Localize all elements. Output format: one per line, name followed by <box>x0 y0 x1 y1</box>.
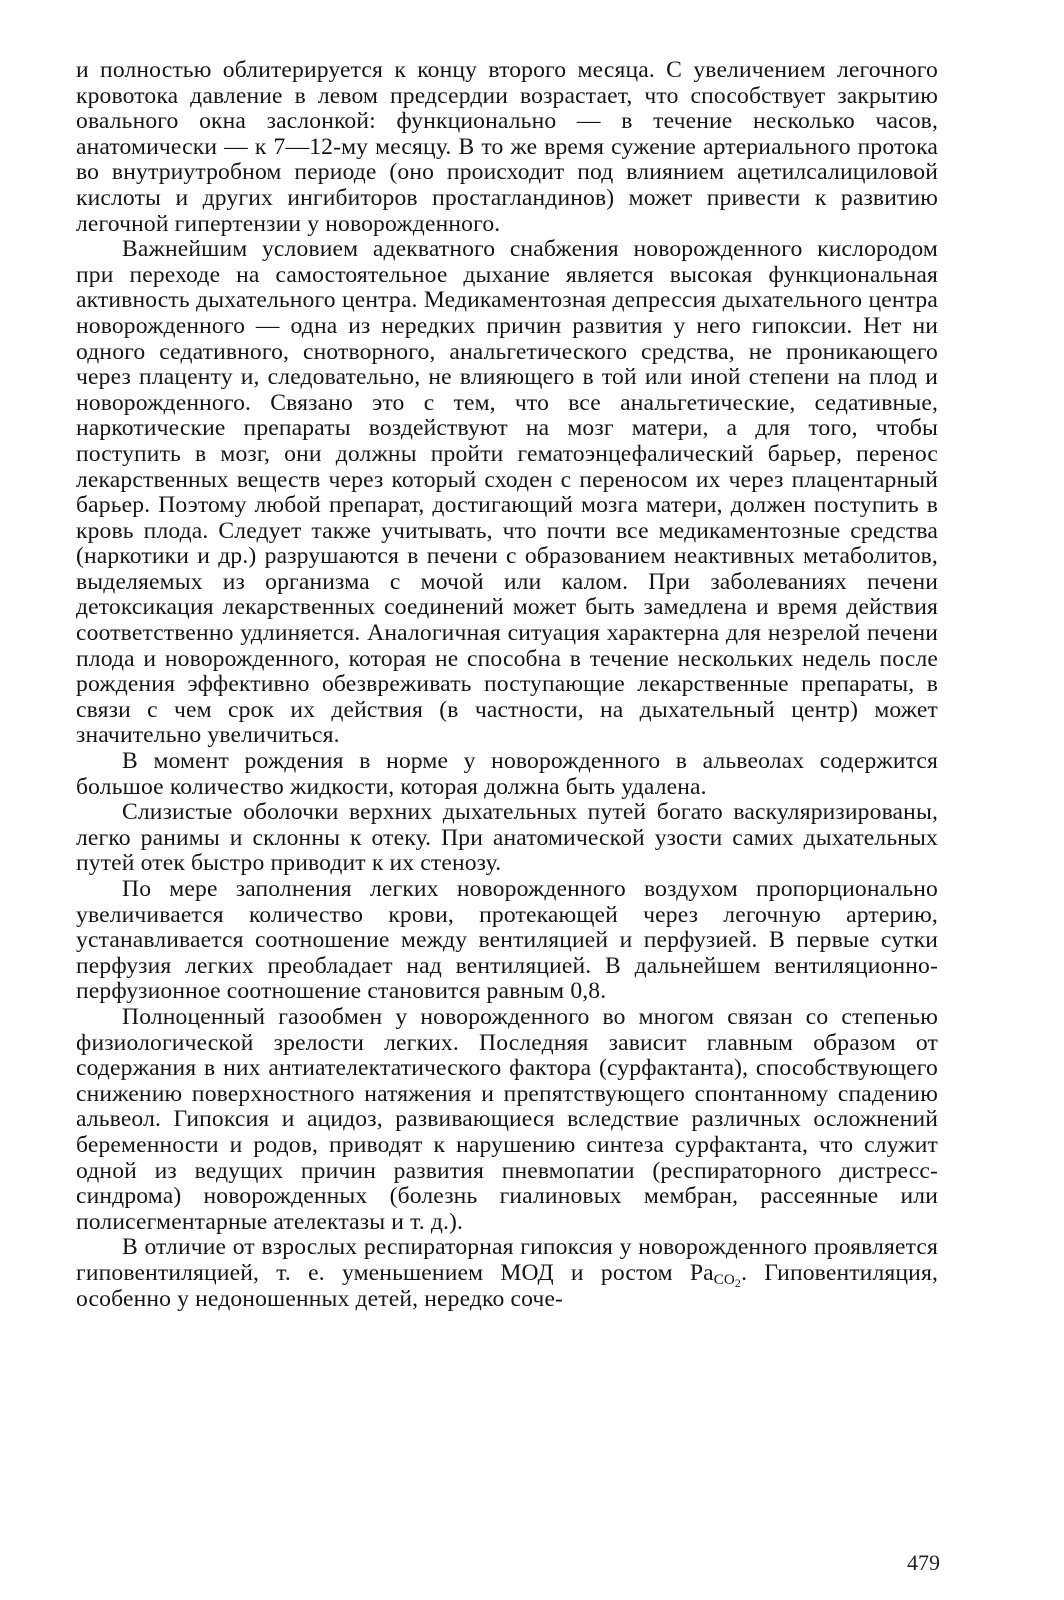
paco2-subscript-digit: 2 <box>734 1275 742 1290</box>
paragraph-mucous-membranes: Слизистые оболочки верхних дыхательных путей богато васкуляризированы, легко ранимы и склонны к отеку. При анатомической узости самих дыхательных путей отек быстро приводит к их стенозу. <box>76 799 938 877</box>
page-body-text <box>76 58 938 1312</box>
paco2-subscript: CO2 <box>713 1271 742 1290</box>
paragraph-respiratory-center: Важнейшим условием адекватного снабжения новорожденного кислородом при переходе на самостоятельное дыхание является высокая функциональная активность дыхательного центра. Медикаментозная депрессия дыхательного центра новорожденного — одна из нередких причин развития у него гипоксии. Нет ни одного седативного, снотворного, анальгетического средства, не проникающего через плаценту и, следовательно, не влияющего в той или иной степени на плод и новорожденного. Связано это с тем, что все анальгетические, седативные, наркотические препараты воздействуют на мозг матери, а для того, чтобы поступить в мозг, они должны пройти гематоэнцефалический барьер, перенос лекарственных веществ через который сходен с переносом их через плацентарный барьер. Поэтому любой препарат, достигающий мозга матери, должен поступить в кровь плода. Следует также учитывать, что почти все медикаментозные средства (наркотики и др.) разрушаются в печени с образованием неактивных метаболитов, выделяемых из организма с мочой или калом. При заболеваниях печени детоксикация лекарственных соединений может быть замедлена и время действия соответственно удлиняется. Аналогичная ситуация характерна для незрелой печени плода и новорожденного, которая не способна в течение нескольких недель после рождения эффективно обезвреживать поступающие лекарственные препараты, в связи с чем срок их действия (в частности, на дыхательный центр) может значительно увеличиться. <box>76 236 938 749</box>
hypoventilation-text-before: В отличие от взрослых респираторная гипоксия у новорожденного проявляется гиповентиляцией, т. е. уменьшением МОД и ростом Pa <box>76 1234 938 1286</box>
paragraph-hypoventilation <box>76 1235 938 1312</box>
paragraph-surfactant: Полноценный газообмен у новорожденного во многом связан со степенью физиологической зрелости легких. Последняя зависит главным образом от содержания в них антиателектатического фактора (сурфактанта), способствующего снижению поверхностного натяжения и препятствующего спонтанному спадению альвеол. Гипоксия и ацидоз, развивающиеся вследствие различных осложнений беременности и родов, приводят к нарушению синтеза сурфактанта, что служит одной из ведущих причин развития пневмопатии (респираторного дистресс-синдрома) новорожденных (болезнь гиалиновых мембран, рассеянные или полисегментарные ателектазы и т. д.). <box>76 1003 938 1235</box>
page-number: 479 <box>907 1550 940 1575</box>
hypoventilation-text-after: . Гиповентиляция, особенно у недоношенных детей, нередко соче- <box>76 1259 938 1312</box>
paragraph-alveolar-fluid: В момент рождения в норме у новорожденного в альвеолах содержится большое количество жидкости, которая должна быть удалена. <box>76 748 938 800</box>
paragraph-perfusion: По мере заполнения легких новорожденного воздухом пропорционально увеличивается количество крови, протекающей через легочную артерию, устанавливается соотношение между вентиляцией и перфузией. В первые сутки перфузия легких преобладает над вентиляцией. В дальнейшем вентиляционно-перфузионное соотношение становится равным 0,8. <box>76 876 938 1005</box>
paragraph-continuation: и полностью облитерируется к концу второго месяца. С увеличением легочного кровотока давление в левом предсердии возрастает, что способствует закрытию овального окна заслонкой: функционально — в течение несколько часов, анатомически — к 7—12-му месяцу. В то же время сужение артериального протока во внутриутробном периоде (оно происходит под влиянием ацетилсалициловой кислоты и других ингибиторов простагландинов) может привести к развитию легочной гипертензии у новорожденного. <box>76 57 938 237</box>
